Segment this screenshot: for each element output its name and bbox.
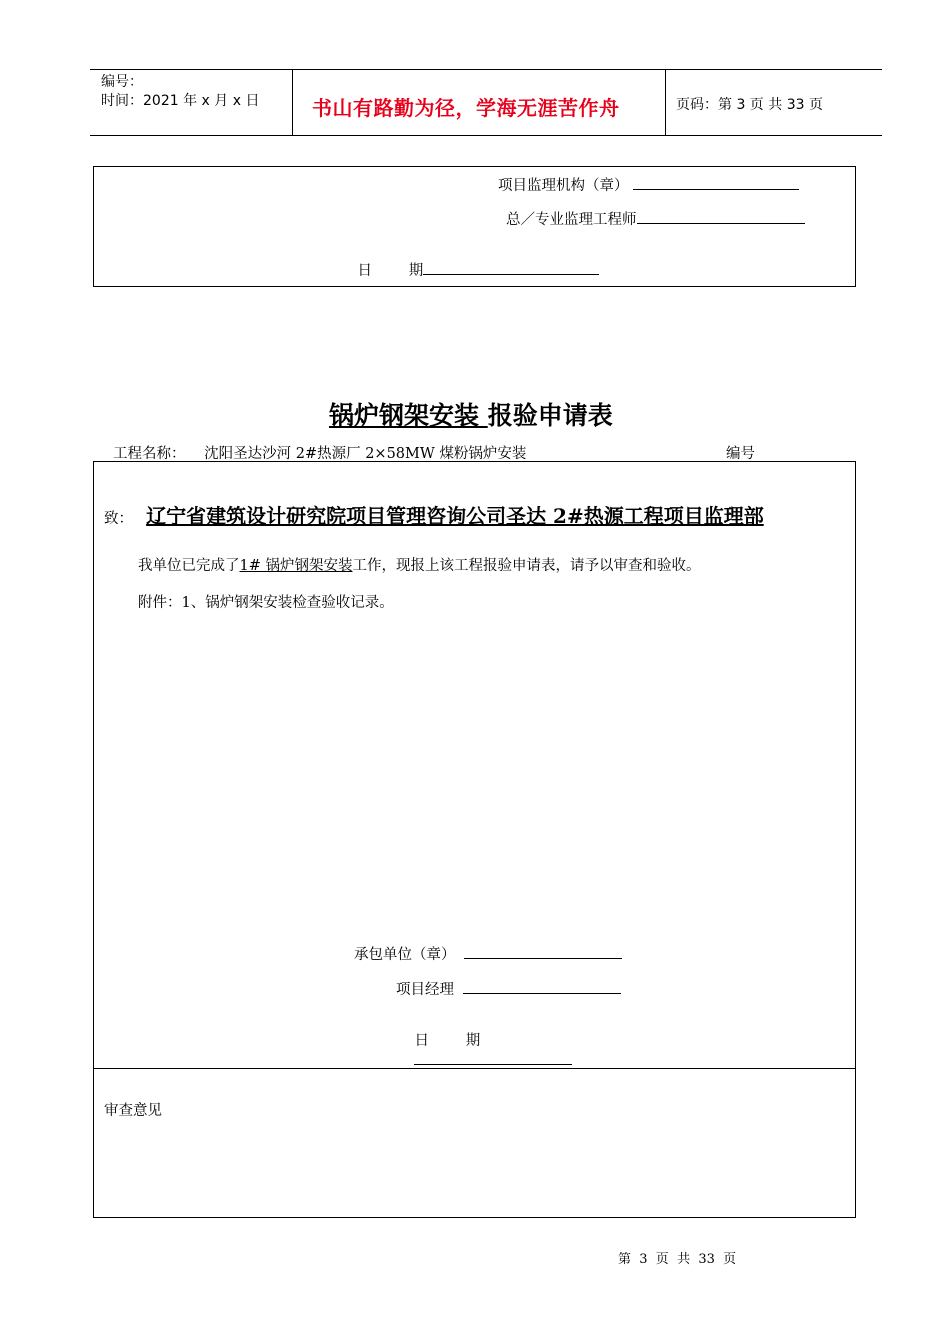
supervision-date-blank[interactable] (423, 260, 599, 275)
supervision-date-field (339, 243, 599, 296)
header-top-rule (90, 69, 882, 70)
application-date-label: 日 期 (414, 1033, 481, 1049)
body-text-start: 我单位已完成了 (138, 558, 240, 574)
footer-page-number: 第 3 页 共 33 页 (618, 1252, 737, 1267)
form-title-rest: 报验申请表 (487, 401, 613, 430)
header-motto: 书山有路勤为径，学海无涯苦作舟 (312, 96, 620, 120)
application-box (93, 461, 856, 1069)
chief-engineer-blank[interactable] (637, 209, 805, 224)
completed-work-item: 1# 锅炉钢架安装 (239, 558, 353, 574)
review-label: 审查意见 (104, 1103, 162, 1119)
contractor-field (354, 943, 622, 964)
header-page-number: 页码：第 3 页 共 33 页 (676, 97, 823, 113)
addressee-line (104, 500, 764, 529)
form-title-subject: 锅炉钢架安装 (329, 401, 480, 430)
header-divider (665, 69, 666, 136)
supervision-org-blank[interactable] (633, 175, 799, 190)
project-name-label: 工程名称： (113, 446, 186, 462)
manager-field (396, 978, 621, 999)
header-time: 时间：2021 年 x 月 x 日 (101, 93, 260, 109)
header-bottom-rule (90, 135, 882, 136)
form-title (329, 396, 613, 432)
chief-engineer-field (506, 208, 805, 229)
supervision-org-label: 项目监理机构（章） (498, 178, 629, 194)
chief-engineer-label: 总／专业监理工程师 (506, 212, 637, 228)
manager-label: 项目经理 (396, 982, 454, 998)
supervision-signature-box (93, 166, 856, 287)
contractor-label: 承包单位（章） (354, 947, 456, 963)
review-box (93, 1068, 856, 1218)
supervision-date-label: 日 期 (357, 263, 424, 279)
project-name-line (113, 442, 526, 463)
contractor-blank[interactable] (464, 944, 622, 959)
body-text-end: 工作，现报上该工程报验申请表，请予以审查和验收。 (352, 558, 701, 574)
application-date-blank[interactable] (414, 1050, 572, 1065)
addressee: 辽宁省建筑设计研究院项目管理咨询公司圣达 2#热源工程项目监理部 (146, 504, 764, 528)
attachment-line: 附件：1、锅炉钢架安装检查验收记录。 (138, 595, 394, 611)
form-number-label: 编号 (726, 446, 755, 462)
header-number: 编号： (101, 74, 143, 90)
to-label: 致： (104, 511, 133, 527)
project-name-value: 沈阳圣达沙河 2#热源厂 2×58MW 煤粉锅炉安装 (204, 446, 527, 462)
manager-blank[interactable] (463, 979, 621, 994)
header-divider (292, 69, 293, 136)
supervision-org-field (498, 174, 799, 195)
application-body (138, 554, 700, 575)
